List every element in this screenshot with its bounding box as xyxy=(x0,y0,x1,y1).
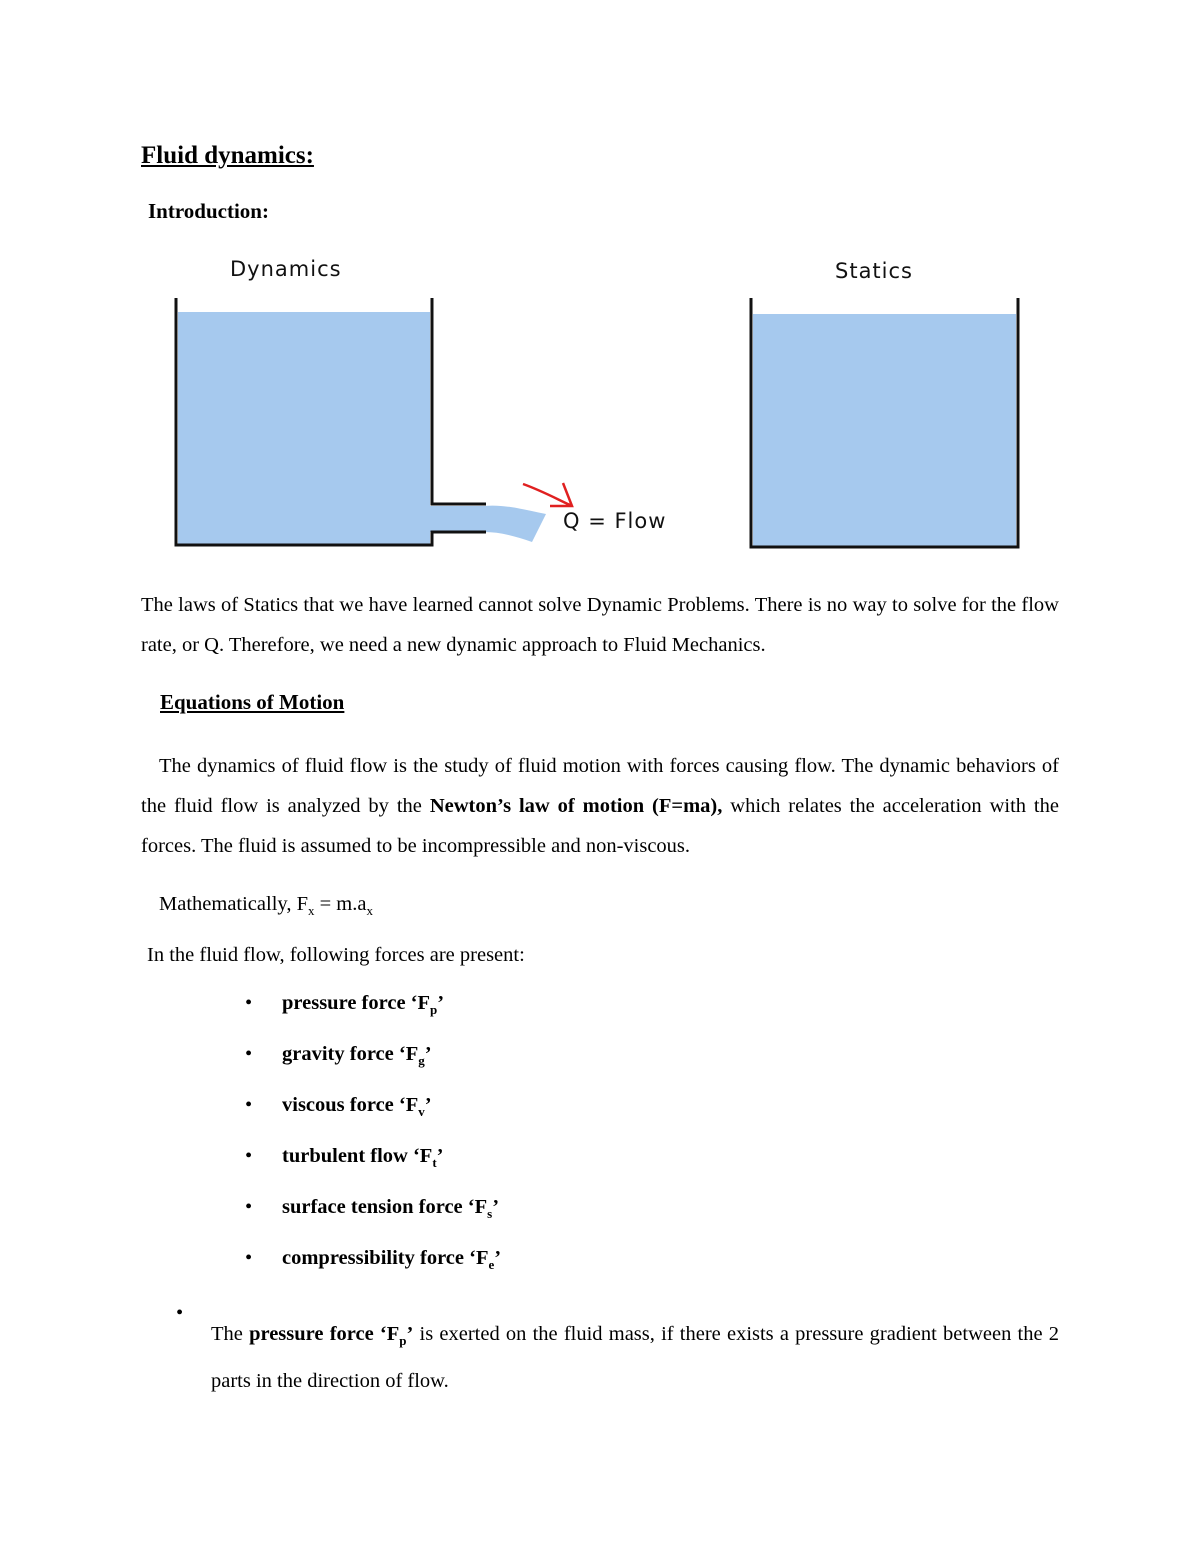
forces-intro: In the fluid flow, following forces are present: xyxy=(147,944,525,966)
list-item xyxy=(245,1094,501,1145)
force-subscript: s xyxy=(487,1206,493,1222)
force-name: viscous force ‘F xyxy=(282,1094,419,1116)
bullet: • xyxy=(245,1094,253,1116)
dynamics-paragraph xyxy=(141,746,1059,866)
section-heading: Equations of Motion xyxy=(160,690,345,714)
paragraph-text: which relates the acceleration with the forces. The fluid is assumed to be incompressible and non-viscous. xyxy=(141,795,1059,857)
bullet: • xyxy=(245,1145,253,1167)
force-name: compressibility force ‘F xyxy=(282,1247,489,1269)
force-subscript: g xyxy=(418,1053,425,1069)
force-name: pressure force ‘F xyxy=(282,992,431,1014)
math-prefix: Mathematically, F xyxy=(159,893,308,915)
page-title: Fluid dynamics: xyxy=(141,142,314,169)
pressure-force-note xyxy=(176,1293,1059,1421)
math-subscript: x xyxy=(366,903,373,919)
force-subscript: t xyxy=(432,1155,437,1171)
newtons-law-text: Newton’s law of motion (F=ma), xyxy=(429,795,723,817)
intro-heading: Introduction: xyxy=(148,199,269,223)
flow-label: Q = Flow xyxy=(563,509,667,533)
list-item xyxy=(245,1196,501,1247)
force-subscript: e xyxy=(488,1257,495,1273)
note-text xyxy=(211,1314,1059,1401)
paragraph-text: The dynamics of fluid flow is the study of fluid motion with forces causing flow. The dynamic behaviors of the fluid flow is analyzed by the xyxy=(141,755,1059,817)
bullet: • xyxy=(245,992,253,1014)
note-subscript: p xyxy=(399,1332,407,1348)
force-name: turbulent flow ‘F xyxy=(282,1145,433,1167)
outflow-stream xyxy=(484,506,546,542)
force-close: ’ xyxy=(437,992,445,1014)
list-item xyxy=(245,1043,501,1094)
note-pre: The xyxy=(211,1322,250,1345)
bullet: • xyxy=(245,1247,253,1269)
outlet-water xyxy=(430,506,486,532)
note-bold-close: ’ xyxy=(406,1322,414,1345)
force-close: ’ xyxy=(494,1247,502,1269)
flow-arrow xyxy=(523,483,572,506)
note-bold-text: pressure force ‘F xyxy=(249,1322,400,1345)
bullet: • xyxy=(245,1196,253,1218)
bullet: • xyxy=(245,1043,253,1065)
tank-diagram xyxy=(0,240,1200,570)
statics-paragraph: The laws of Statics that we have learned cannot solve Dynamic Problems. There is no way to solve for the flow rate, or Q. Therefore, we need a new dynamic approach to Fluid Mechanics. xyxy=(141,594,1059,656)
note-post: is exerted on the fluid mass, if there exists a pressure gradient between the 2 parts in the direction of flow. xyxy=(211,1322,1060,1392)
bullet: • xyxy=(176,1302,184,1324)
force-name: gravity force ‘F xyxy=(282,1043,419,1065)
force-close: ’ xyxy=(436,1145,444,1167)
force-close: ’ xyxy=(492,1196,500,1218)
dynamics-water xyxy=(178,312,430,544)
math-middle: = m.a xyxy=(314,893,367,915)
force-close: ’ xyxy=(424,1043,432,1065)
math-subscript: x xyxy=(307,903,315,919)
force-subscript: v xyxy=(418,1104,425,1120)
list-item xyxy=(245,1145,501,1196)
list-item xyxy=(245,992,501,1043)
math-equation xyxy=(159,893,373,919)
statics-label: Statics xyxy=(835,259,913,283)
dynamics-label: Dynamics xyxy=(230,257,342,281)
statics-water xyxy=(753,314,1016,546)
force-name: surface tension force ‘F xyxy=(282,1196,488,1218)
force-close: ’ xyxy=(424,1094,432,1116)
note-bold xyxy=(249,1322,414,1348)
force-subscript: p xyxy=(430,1002,438,1018)
force-list xyxy=(245,992,501,1298)
list-item xyxy=(245,1247,501,1298)
